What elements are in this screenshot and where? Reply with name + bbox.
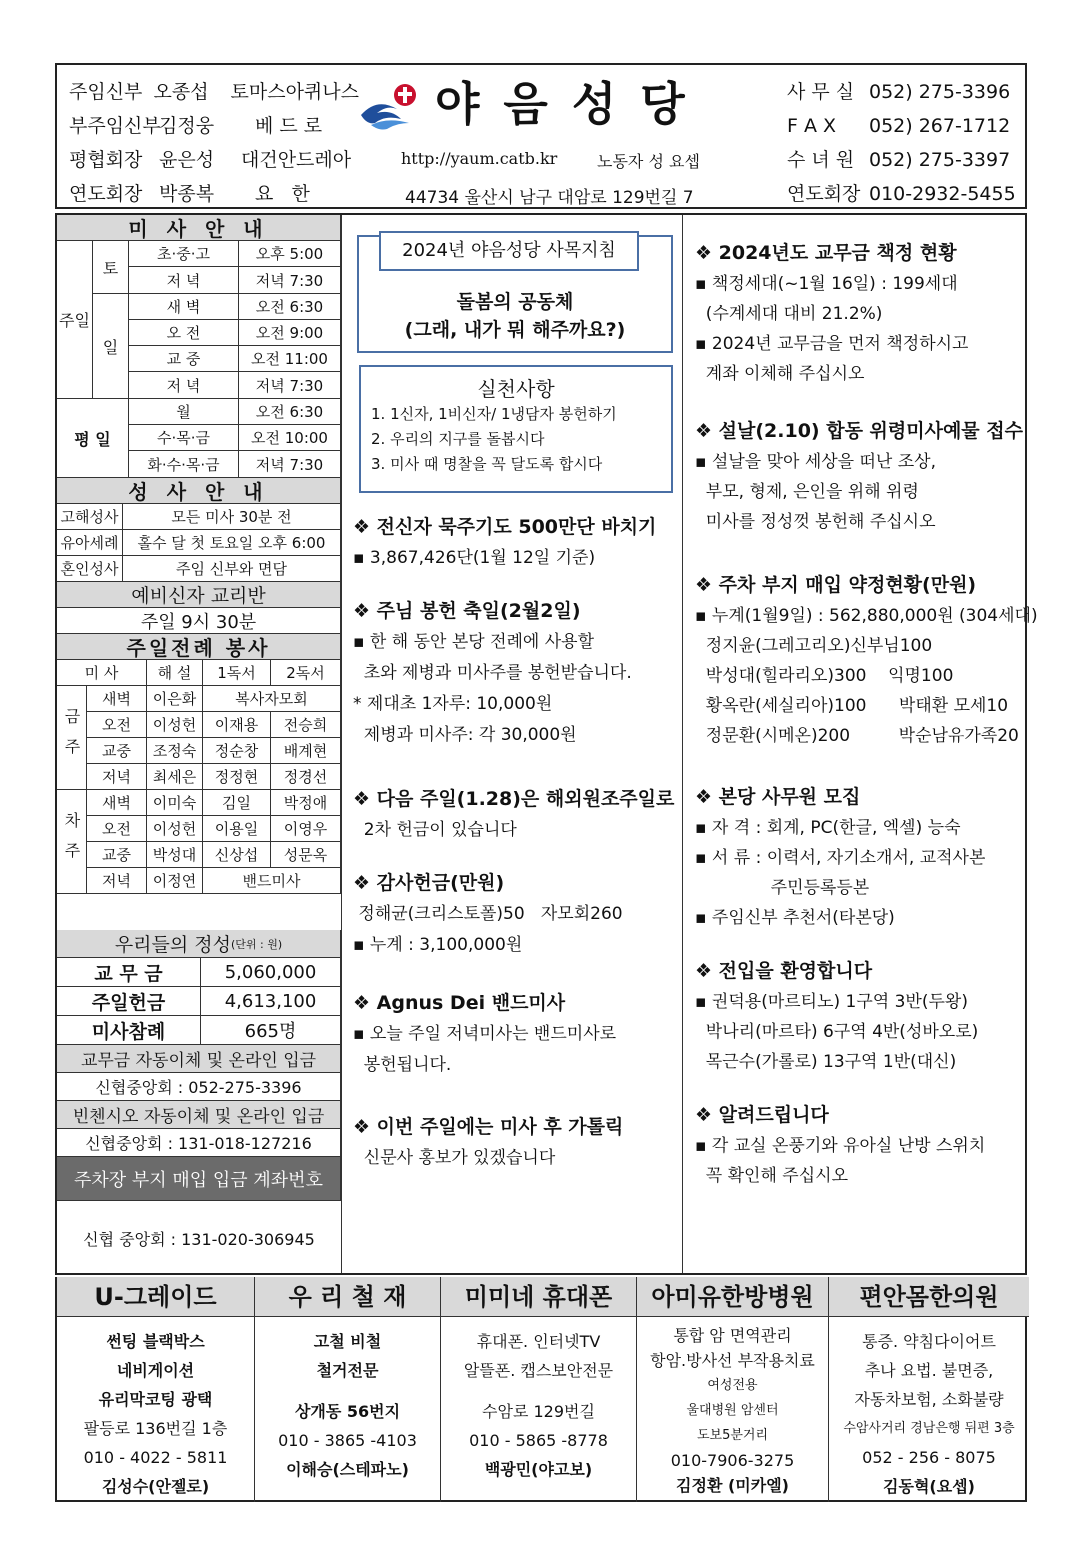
offering-label: 교 무 금	[57, 958, 201, 987]
sacrament-name: 유아세례	[57, 530, 123, 556]
parish-title-block	[357, 71, 747, 208]
ad-line: 유리막코팅 광택	[98, 1390, 213, 1409]
notice-line: ▪ 3,867,426단(1월 12일 기준)	[353, 548, 596, 568]
notice-line: 주민등록등본	[695, 878, 870, 898]
divider	[682, 215, 683, 1273]
ad-name: 편안몸한의원	[829, 1277, 1029, 1317]
mass-time: 저녁 7:30	[239, 451, 341, 478]
ad-body	[637, 1317, 828, 1498]
liturgy-commentator: 조정숙	[147, 738, 203, 764]
ad-line: 이해승(스테파노)	[286, 1460, 409, 1479]
ad-line: 휴대폰. 인터넷TV	[476, 1332, 601, 1351]
ad-body	[829, 1317, 1029, 1501]
sunday-label: 주일	[57, 241, 93, 399]
ad-body	[57, 1317, 254, 1501]
notice-item	[695, 237, 968, 389]
notice-line: ▪ 누계(1월9일) : 562,880,000원 (304세대)	[695, 606, 1038, 626]
ad-body	[255, 1317, 440, 1484]
clergy-row: 평협회장 윤은성 대건안드레아	[69, 149, 352, 171]
mass-time: 저녁 7:30	[239, 372, 341, 399]
account-title: 교무금 자동이체 및 온라인 입금	[57, 1045, 341, 1073]
mass-time: 오전 6:30	[239, 399, 341, 425]
account-title: 빈첸시오 자동이체 및 온라인 입금	[57, 1101, 341, 1129]
notice-line: 정문환(시메온)200 박순남유가족20	[695, 726, 1019, 746]
ad-line: 추나 요법. 불면증,	[864, 1361, 994, 1380]
practice-box	[359, 365, 673, 493]
liturgy-mass: 저녁	[87, 764, 147, 790]
liturgy-mass: 오전	[87, 816, 147, 842]
notice-heading: ❖ 주님 봉헌 축일(2월2일)	[353, 600, 581, 622]
ad-line	[441, 1385, 636, 1397]
liturgy-col-header: 해 설	[147, 660, 203, 686]
notice-line: ▪ 설날을 맞아 세상을 떠난 조상,	[695, 452, 937, 472]
parish-url[interactable]: http://yaum.catb.kr	[401, 149, 558, 168]
contact-row: F A X 052) 267-1712	[787, 115, 1011, 137]
mass-time: 오전 10:00	[239, 425, 341, 451]
main-body	[55, 213, 1038, 1275]
notice-line: * 제대초 1자루: 10,000원	[353, 694, 553, 714]
mass-name: 오 전	[129, 320, 239, 346]
ad-line: 수암사거리 경남은행 뒤편 3층	[843, 1421, 1015, 1436]
notice-line: ▪ 자 격 : 회계, PC(한글, 엑셀) 능숙	[695, 818, 961, 838]
ad-line: 자동차보험, 소화불량	[854, 1390, 1004, 1409]
ad-line: 네비게이션	[116, 1361, 195, 1380]
notice-heading: ❖ 감사헌금(만원)	[353, 872, 505, 894]
liturgy-title: 주일전례 봉사	[57, 634, 341, 660]
ad-line: 통증. 약침다이어트	[862, 1332, 996, 1351]
liturgy-commentator: 이정연	[147, 868, 203, 894]
ad-line: 010 - 4022 - 5811	[83, 1448, 228, 1467]
contact-list	[787, 75, 1027, 211]
ad-name: 미미네 휴대폰	[441, 1277, 636, 1317]
sacrament-title: 성 사 안 내	[57, 478, 341, 504]
ad-line: 김동혁(요셉)	[883, 1477, 975, 1496]
clergy-row: 연도회장 박종복 요 한	[69, 183, 310, 205]
liturgy-reader: 이영우	[271, 816, 341, 842]
notice-item	[353, 867, 623, 961]
ad-line: 고철 비철	[313, 1332, 382, 1351]
catechumen-time: 주일 9시 30분	[57, 608, 341, 634]
notice-heading: ❖ 주차 부지 매입 약정현황(만원)	[695, 574, 977, 596]
ad-box	[829, 1277, 1029, 1502]
ad-line: 상개동 56번지	[294, 1402, 401, 1421]
notice-heading: ❖ 본당 사무원 모집	[695, 786, 861, 808]
liturgy-commentator: 이성헌	[147, 816, 203, 842]
liturgy-commentator: 이미숙	[147, 790, 203, 816]
notice-heading: ❖ 알려드립니다	[695, 1104, 829, 1126]
liturgy-reader: 신상섭	[203, 842, 271, 868]
notice-heading: ❖ Agnus Dei 밴드미사	[353, 992, 566, 1014]
contact-row: 수 녀 원 052) 275-3397	[787, 149, 1011, 171]
ad-line: 썬팅 블랙박스	[106, 1332, 205, 1351]
ad-line: 010 - 5865 -8778	[469, 1431, 608, 1450]
notice-heading: ❖ 다음 주일(1.28)은 해외원조주일로	[353, 788, 675, 810]
mass-name: 저 녁	[129, 372, 239, 399]
liturgy-reader: 배계현	[271, 738, 341, 764]
ad-line: 백광민(야고보)	[484, 1460, 593, 1479]
ad-box	[57, 1277, 255, 1502]
contact-row: 연도회장 010-2932-5455	[787, 183, 1016, 205]
sacrament-info: 모든 미사 30분 전	[123, 504, 341, 530]
sacrament-name: 고해성사	[57, 504, 123, 530]
liturgy-reader: 이용일	[203, 816, 271, 842]
liturgy-commentator: 박성대	[147, 842, 203, 868]
ad-line: 김성수(안젤로)	[101, 1477, 210, 1496]
notice-line: ▪ 주임신부 추천서(타본당)	[695, 908, 895, 928]
liturgy-commentator: 이은화	[147, 686, 203, 712]
pastoral-line: (그래, 내가 뭐 해주까요?)	[404, 319, 626, 341]
offering-label: 주일헌금	[57, 987, 201, 1016]
liturgy-col-header: 미 사	[57, 660, 147, 686]
notice-line: ▪ 서 류 : 이력서, 자기소개서, 교적사본	[695, 848, 986, 868]
ad-line: 알뜰폰. 캡스보안전문	[463, 1361, 614, 1380]
catechumen-title: 예비신자 교리반	[57, 582, 341, 608]
ad-line: 항암.방사선 부작용치료	[650, 1351, 815, 1370]
notice-line: 꼭 확인해 주십시오	[695, 1166, 848, 1186]
account-number: 신협중앙회 : 131-018-127216	[57, 1129, 341, 1157]
notice-line: ▪ 각 교실 온풍기와 유아실 난방 스위치	[695, 1136, 986, 1156]
offering-value: 4,613,100	[201, 987, 341, 1016]
mass-name: 수·목·금	[129, 425, 239, 451]
liturgy-mass: 저녁	[87, 868, 147, 894]
ad-line: 김정환 (미카엘)	[676, 1476, 789, 1495]
account-number: 신협 중앙회 : 131-020-306945	[83, 1230, 315, 1249]
liturgy-reader: 정순창	[203, 738, 271, 764]
liturgy-mass: 새벽	[87, 790, 147, 816]
header	[55, 63, 1027, 209]
liturgy-reader: 정정현	[203, 764, 271, 790]
ad-line: 052 - 256 - 8075	[862, 1448, 996, 1467]
notice-item	[695, 415, 1023, 537]
liturgy-commentator: 최세은	[147, 764, 203, 790]
clergy-row: 부주임신부 김정웅 베 드 로	[69, 115, 323, 137]
divider	[341, 215, 342, 1273]
ad-line: 010-7906-3275	[670, 1451, 795, 1470]
clergy-list	[69, 75, 359, 211]
notice-line: 제병과 미사주: 각 30,000원	[353, 725, 577, 745]
notice-heading: ❖ 2024년도 교무금 책정 현황	[695, 242, 957, 264]
notice-heading: ❖ 전신자 묵주기도 500만단 바치기	[353, 516, 657, 538]
mass-time: 오후 5:00	[239, 241, 341, 267]
notice-line: 정해균(크리스토폴)50 자모회260	[353, 904, 623, 924]
notice-item	[695, 569, 1038, 751]
notice-line: 박나리(마르타) 6구역 4반(성바오로)	[695, 1022, 979, 1042]
notice-heading: ❖ 이번 주일에는 미사 후 가톨릭	[353, 1116, 624, 1138]
pastoral-tab: 2024년 야음성당 사목지침	[379, 231, 639, 271]
ad-line: 울대병원 암센터	[686, 1403, 779, 1418]
ad-line: 철거전문	[316, 1361, 379, 1380]
notice-heading: ❖ 설날(2.10) 합동 위령미사예물 접수	[695, 420, 1023, 442]
liturgy-reader: 이재용	[203, 712, 271, 738]
ad-line: 010 - 3865 -4103	[278, 1431, 417, 1450]
next-week-label: 차주	[57, 790, 87, 894]
liturgy-reader: 밴드미사	[203, 868, 341, 894]
notice-line: ▪ 권덕용(마르티노) 1구역 3반(두왕)	[695, 992, 968, 1012]
mass-name: 새 벽	[129, 294, 239, 320]
notice-line: 목근수(가롤로) 13구역 1반(대신)	[695, 1052, 957, 1072]
notice-item	[695, 955, 978, 1077]
sacrament-name: 혼인성사	[57, 556, 123, 582]
practice-item: 3. 미사 때 명찰을 꼭 달도록 합시다	[371, 455, 603, 473]
pastoral-box	[357, 235, 673, 353]
ad-line	[255, 1385, 440, 1397]
mass-name: 교 중	[129, 346, 239, 372]
contact-row: 사 무 실 052) 275-3396	[787, 81, 1011, 103]
mass-name: 화·수·목·금	[129, 451, 239, 478]
practice-title: 실천사항	[477, 377, 555, 401]
notice-line: 초와 제병과 미사주를 봉헌받습니다.	[353, 663, 632, 683]
mass-time: 오전 9:00	[239, 320, 341, 346]
mass-time: 오전 11:00	[239, 346, 341, 372]
notice-line: 미사를 정성껏 봉헌해 주십시오	[695, 512, 936, 532]
notice-line: 2차 헌금이 있습니다	[353, 820, 517, 840]
ad-box	[637, 1277, 829, 1502]
mass-time: 저녁 7:30	[239, 267, 341, 294]
ad-line: 여성전용	[707, 1378, 758, 1393]
weekday-label: 평 일	[57, 399, 129, 478]
liturgy-reader: 성문옥	[271, 842, 341, 868]
liturgy-reader: 김일	[203, 790, 271, 816]
notice-line: ▪ 한 해 동안 본당 전례에 사용할	[353, 632, 595, 652]
notice-line: ▪ 누계 : 3,100,000원	[353, 935, 523, 955]
practice-item: 2. 우리의 지구를 돌봅시다	[371, 430, 545, 448]
notice-item	[353, 1111, 623, 1174]
notice-item	[353, 595, 632, 751]
sunday-day-label: 일	[93, 294, 129, 399]
liturgy-mass: 오전	[87, 712, 147, 738]
ad-name: U-그레이드	[57, 1277, 254, 1317]
ad-line: 수암로 129번길	[482, 1402, 595, 1421]
sacrament-info: 홀수 달 첫 토요일 오후 6:00	[123, 530, 341, 556]
notice-item	[353, 987, 616, 1081]
ad-box	[441, 1277, 637, 1502]
liturgy-reader: 박정애	[271, 790, 341, 816]
ad-line: 도보5분거리	[696, 1428, 769, 1443]
ads-section	[55, 1277, 1027, 1502]
notice-item	[353, 511, 656, 574]
sacrament-info: 주임 신부와 면담	[123, 556, 341, 582]
account-number: 신협중앙회 : 052-275-3396	[57, 1073, 341, 1101]
ad-line: 통합 암 면역관리	[673, 1326, 792, 1345]
parish-title: 야음성당	[435, 77, 709, 131]
notice-item	[695, 781, 985, 933]
liturgy-col-header: 1독서	[203, 660, 271, 686]
notice-line: 정지윤(그레고리오)신부님100	[695, 636, 933, 656]
notice-line: 신문사 홍보가 있겠습니다	[353, 1148, 556, 1168]
notice-line: (수계세대 대비 21.2%)	[695, 304, 883, 324]
liturgy-reader: 정경선	[271, 764, 341, 790]
notice-item	[695, 1099, 985, 1191]
offering-title: 우리들의 정성 (단위 : 원)	[57, 930, 341, 958]
mass-name: 월	[129, 399, 239, 425]
mass-name: 저 녁	[129, 267, 239, 294]
this-week-label: 금주	[57, 686, 87, 790]
offering-value: 665명	[201, 1016, 341, 1045]
ad-box	[255, 1277, 441, 1502]
notice-heading: ❖ 전입을 환영합니다	[695, 960, 873, 982]
ad-line: 팔등로 136번길 1층	[83, 1419, 228, 1438]
liturgy-commentator: 이성헌	[147, 712, 203, 738]
ad-name: 우 리 철 재	[255, 1277, 440, 1317]
notice-item	[353, 783, 674, 846]
notice-line: 봉헌됩니다.	[353, 1055, 452, 1075]
notice-line: 황옥란(세실리아)100 박태환 모세10	[695, 696, 1009, 716]
ad-body	[441, 1317, 636, 1484]
mass-time: 오전 6:30	[239, 294, 341, 320]
notice-line: 박성대(힐라리오)300 익명100	[695, 666, 954, 686]
notice-line: ▪ 오늘 주일 저녁미사는 밴드미사로	[353, 1024, 617, 1044]
offering-label: 미사참례	[57, 1016, 201, 1045]
liturgy-reader: 전승희	[271, 712, 341, 738]
notice-line: ▪ 책정세대(~1월 16일) : 199세대	[695, 274, 958, 294]
liturgy-col-header: 2독서	[271, 660, 341, 686]
patron-saint: 노동자 성 요셉	[597, 152, 700, 171]
liturgy-mass: 교중	[87, 738, 147, 764]
liturgy-mass: 교중	[87, 842, 147, 868]
notice-line: 계좌 이체해 주십시오	[695, 364, 865, 384]
liturgy-reader: 복사자모회	[203, 686, 341, 712]
mass-name: 초·중·고	[129, 241, 239, 267]
pastoral-line: 돌봄의 공동체	[456, 291, 574, 313]
practice-item: 1. 1신자, 1비신자/ 1냉담자 봉헌하기	[371, 405, 617, 423]
offering-value: 5,060,000	[201, 958, 341, 987]
parish-address: 44734 울산시 남구 대암로 129번길 7	[405, 188, 694, 208]
mass-title: 미 사 안 내	[57, 215, 341, 241]
ad-name: 아미유한방병원	[637, 1277, 828, 1317]
liturgy-mass: 새벽	[87, 686, 147, 712]
clergy-row: 주임신부 오종섭 토마스아퀴나스	[69, 81, 359, 103]
parish-logo-icon	[357, 79, 429, 135]
notice-line: ▪ 2024년 교무금을 먼저 책정하시고	[695, 334, 969, 354]
notice-line: 부모, 형제, 은인을 위해 위령	[695, 482, 919, 502]
saturday-label: 토	[93, 241, 129, 294]
account-title: 주차장 부지 매입 입금 계좌번호	[57, 1157, 341, 1201]
